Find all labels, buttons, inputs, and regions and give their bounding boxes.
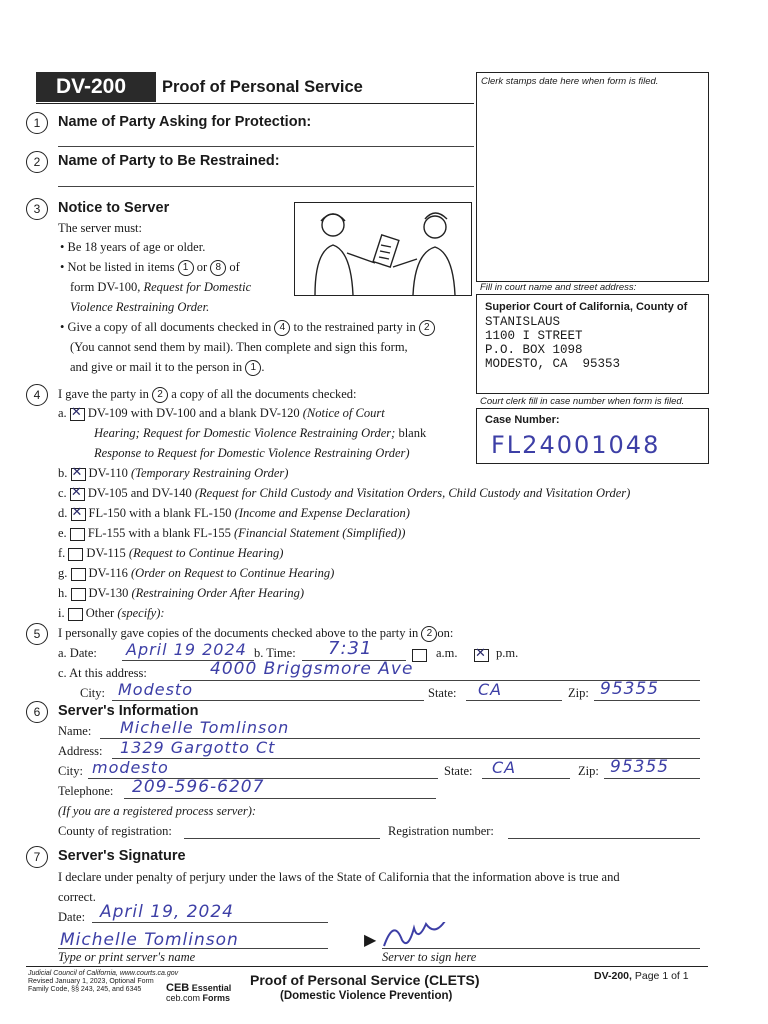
judicial-council-line3: Family Code, §§ 243, 245, and 6345 (28, 986, 142, 993)
server-name-value[interactable]: Michelle Tomlinson (120, 718, 290, 737)
server-name-label: Name: (58, 724, 92, 738)
document-item-d[interactable]: d. ✕ FL-150 with a blank FL-150 (Income and Expense Declaration) (58, 506, 410, 521)
service-zip-value[interactable]: 95355 (600, 679, 660, 699)
notice-bullet-3-line3: and give or mail it to the person in 1 . (70, 360, 264, 376)
perjury-declaration: I declare under penalty of perjury under the laws of the State of California that the information above is true and (58, 870, 620, 884)
service-time-value[interactable]: 7:31 (328, 638, 373, 659)
footer-page-info (594, 970, 689, 982)
document-item-a-line2: Hearing; Request for Domestic Violence Restraining Order; blank (94, 426, 427, 440)
server-city-value[interactable]: modesto (92, 758, 169, 777)
case-number-value: FL24001048 (491, 431, 661, 459)
footer-form-code: DV-200, (594, 970, 632, 982)
notice-bullet-3-line2: (You cannot send them by mail). Then complete and sign this form, (70, 340, 408, 354)
server-printed-name[interactable]: Michelle Tomlinson (60, 930, 239, 950)
document-a-checkbox[interactable] (70, 408, 85, 421)
item-5-marker: 5 (26, 623, 48, 645)
server-state-value[interactable]: CA (492, 758, 517, 777)
server-state-label: State: (444, 764, 473, 778)
case-note: Court clerk fill in case number when form is filed. (480, 396, 685, 407)
clerk-stamp-note: Clerk stamps date here when form is filed. (481, 76, 659, 87)
service-date-label: a. Date: (58, 646, 97, 660)
service-address-value[interactable]: 4000 Briggsmore Ave (210, 659, 414, 679)
server-illustration (294, 202, 472, 296)
pm-label: p.m. (496, 646, 519, 660)
document-i-checkbox[interactable] (68, 608, 83, 621)
document-h-checkbox[interactable] (71, 588, 86, 601)
service-time-label: b. Time: (254, 646, 296, 660)
court-county: STANISLAUS (485, 315, 561, 329)
documents-intro: I gave the party in 2 a copy of all the documents checked: (58, 387, 357, 403)
document-d-checkbox[interactable] (71, 508, 86, 521)
footer-subtitle: (Domestic Violence Prevention) (280, 990, 453, 1002)
item-2-marker: 2 (26, 151, 48, 173)
item-7-title: Server's Signature (58, 848, 186, 864)
signature-date-value[interactable]: April 19, 2024 (100, 902, 234, 922)
server-address-label: Address: (58, 744, 103, 758)
clerk-stamp-box (476, 72, 709, 282)
document-item-i[interactable]: i. Other (specify): (58, 606, 165, 620)
registered-server-note: (If you are a registered process server): (58, 804, 257, 818)
document-item-c[interactable]: c. ✕ DV-105 and DV-140 (Request for Child Custody and Visitation Orders, Child Custody and Visitation Order) (58, 486, 630, 501)
item-4-marker: 4 (26, 384, 48, 406)
judicial-council-line1: Judicial Council of California, www.courts.ca.gov (28, 970, 179, 977)
perjury-declaration-line2: correct. (58, 890, 96, 904)
item-7-marker: 7 (26, 846, 48, 868)
pm-checkbox[interactable] (474, 649, 489, 662)
sign-caption: Server to sign here (382, 950, 477, 964)
service-state-label: State: (428, 686, 457, 700)
ceb-essential: Essential (191, 983, 232, 993)
sign-arrow-icon: ▶ (364, 932, 377, 949)
document-item-f[interactable]: f. DV-115 (Request to Continue Hearing) (58, 546, 284, 560)
document-g-checkbox[interactable] (71, 568, 86, 581)
service-address-label: c. At this address: (58, 666, 147, 680)
registration-number-label: Registration number: (388, 824, 494, 838)
document-item-e[interactable]: e. FL-155 with a blank FL-155 (Financial Statement (Simplified)) (58, 526, 406, 540)
form-code-badge (36, 72, 156, 102)
notice-bullet-2: • Not be listed in items 1 or 8 of (60, 260, 240, 276)
signature-date-label: Date: (58, 910, 86, 924)
notice-bullet-2-line2: form DV-100, Request for Domestic (70, 280, 252, 294)
document-c-checkbox[interactable] (70, 488, 85, 501)
court-box (476, 294, 709, 394)
notice-intro: The server must: (58, 221, 143, 235)
notice-bullet-3: • Give a copy of all documents checked in 4 to the restrained party in 2 (60, 320, 435, 336)
document-item-a-line3: Response to Request for Domestic Violence Restraining Order) (94, 446, 410, 460)
server-zip-label: Zip: (578, 764, 599, 778)
document-e-checkbox[interactable] (70, 528, 85, 541)
notice-bullet-1: • Be 18 years of age or older. (60, 240, 206, 254)
court-city-line: MODESTO, CA 95353 (485, 357, 621, 371)
document-b-checkbox[interactable] (71, 468, 86, 481)
notice-bullet-2-line3: Violence Restraining Order. (70, 300, 210, 314)
handing-documents-icon (295, 203, 471, 295)
document-item-g[interactable]: g. DV-116 (Order on Request to Continue Hearing) (58, 566, 335, 580)
item-6-marker: 6 (26, 701, 48, 723)
document-f-checkbox[interactable] (68, 548, 83, 561)
form-code: DV-200 (56, 75, 127, 98)
ceb-brand: CEB (166, 982, 190, 994)
item-1-marker: 1 (26, 112, 48, 134)
service-date-value[interactable]: April 19 2024 (126, 640, 247, 659)
item-1-title: Name of Party Asking for Protection: (58, 114, 312, 130)
court-street: 1100 I STREET (485, 329, 583, 343)
service-intro: I personally gave copies of the documents checked above to the party in 2 on: (58, 626, 453, 642)
server-address-value[interactable]: 1329 Gargotto Ct (120, 738, 276, 757)
server-phone-value[interactable]: 209-596-6207 (132, 777, 265, 797)
ceb-url: ceb.com (166, 993, 201, 1003)
printed-name-caption: Type or print server's name (58, 950, 196, 964)
service-zip-label: Zip: (568, 686, 589, 700)
item-2-title: Name of Party to Be Restrained: (58, 153, 280, 169)
court-label: Fill in court name and street address: (480, 282, 637, 293)
case-number-box (476, 408, 709, 464)
service-city-label: City: (80, 686, 106, 700)
am-checkbox[interactable] (412, 649, 427, 662)
am-label: a.m. (436, 646, 458, 660)
ceb-logo (166, 983, 231, 1003)
court-po-box: P.O. BOX 1098 (485, 343, 583, 357)
server-phone-label: Telephone: (58, 784, 114, 798)
server-signature-mark[interactable] (380, 922, 650, 950)
item-3-marker: 3 (26, 198, 48, 220)
server-zip-value[interactable]: 95355 (610, 757, 670, 777)
document-item-h[interactable]: h. DV-130 (Restraining Order After Hearing) (58, 586, 305, 600)
ceb-forms: Forms (202, 993, 231, 1003)
document-item-a[interactable]: a. ✕ DV-109 with DV-100 and a blank DV-120 (Notice of Court (58, 406, 385, 421)
service-state-value[interactable]: CA (478, 680, 503, 699)
service-city-value[interactable]: Modesto (118, 680, 193, 699)
item-6-title: Server's Information (58, 703, 199, 719)
case-number-label: Case Number: (485, 414, 560, 426)
item-3-title: Notice to Server (58, 200, 170, 216)
court-name: Superior Court of California, County of (485, 301, 688, 313)
judicial-council-line2: Revised January 1, 2023, Optional Form (28, 978, 154, 985)
footer-page-number: Page 1 of 1 (634, 970, 689, 982)
document-item-b[interactable]: b. ✕ DV-110 (Temporary Restraining Order) (58, 466, 288, 481)
form-title: Proof of Personal Service (162, 78, 363, 96)
footer-title: Proof of Personal Service (CLETS) (250, 972, 480, 988)
county-registration-label: County of registration: (58, 824, 172, 838)
server-city-label: City: (58, 764, 84, 778)
